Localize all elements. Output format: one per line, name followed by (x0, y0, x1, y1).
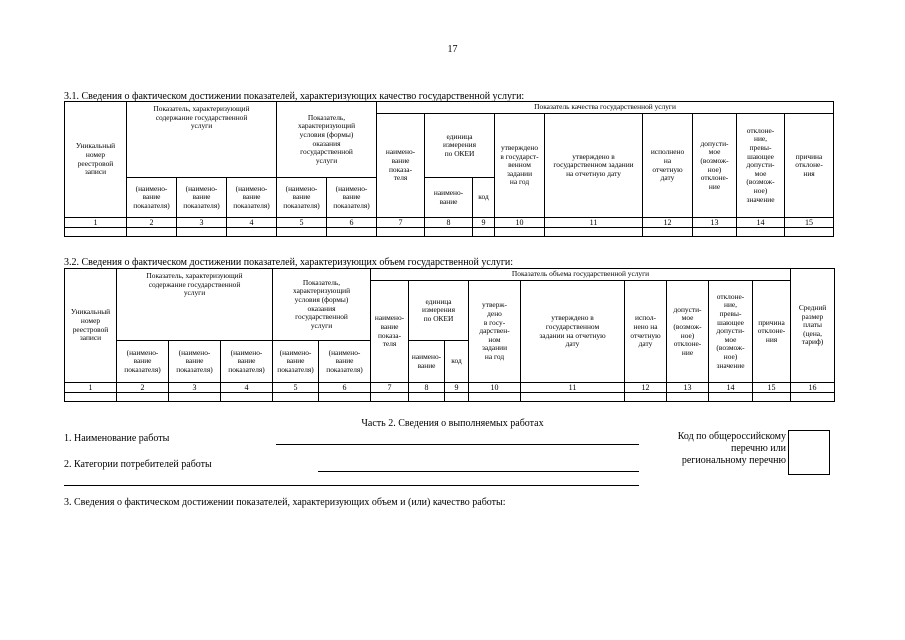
hdr-volume-indicator: Показатель объема государственной услуги (371, 269, 791, 281)
hdr-sub-name: (наимено- вание показателя) (177, 178, 227, 218)
hdr-unit-code: код (445, 341, 469, 383)
col-number: 5 (273, 383, 319, 393)
section-3-title: 3. Сведения о фактическом достижении показателей, характеризующих объем и (или) качество работы: (64, 497, 506, 508)
col-number: 12 (625, 383, 667, 393)
hdr-unique-number: Уникальный номер реестровой записи (65, 102, 127, 218)
hdr-unique-number: Уникальный номер реестровой записи (65, 269, 117, 383)
col-number: 10 (495, 218, 545, 228)
hdr-sub-name: (наимено- вание показателя) (277, 178, 327, 218)
col-number: 1 (65, 383, 117, 393)
hdr-indicator-name: наимено- вание показа- теля (377, 114, 425, 218)
hdr-allowed-deviation: допусти- мое (возмож- ное) отклоне- ние (693, 114, 737, 218)
part-2-title: Часть 2. Сведения о выполняемых работах (361, 418, 544, 429)
col-number: 7 (377, 218, 425, 228)
col-number: 9 (445, 383, 469, 393)
hdr-unit-name: наимено- вание (425, 178, 473, 218)
col-number: 1 (65, 218, 127, 228)
col-number: 9 (473, 218, 495, 228)
hdr-quality-indicator: Показатель качества государственной услуги (377, 102, 834, 114)
hdr-unit: единица измерения по ОКЕИ (409, 281, 469, 341)
hdr-approved-year: утверж- дено в госу- дарствен- ном задании на год (469, 281, 521, 383)
hdr-unit: единица измерения по ОКЕИ (425, 114, 495, 178)
hdr-exceeding-deviation: отклоне- ние, превы- шающее допусти- мое (возмож- ное) значение (709, 281, 753, 383)
code-label: Код по общероссийскому перечню или региональному перечню (677, 431, 786, 466)
col-number: 6 (327, 218, 377, 228)
section-3-2-title: 3.2. Сведения о фактическом достижении показателей, характеризующих объем государственной услуги: (64, 257, 514, 268)
hdr-sub-name: (наимено- вание показателя) (327, 178, 377, 218)
col-number: 15 (753, 383, 791, 393)
col-number: 13 (693, 218, 737, 228)
col-number: 4 (221, 383, 273, 393)
col-number: 13 (667, 383, 709, 393)
consumers-line (318, 471, 639, 472)
col-number: 12 (643, 218, 693, 228)
section-3-1-title: 3.1. Сведения о фактическом достижении показателей, характеризующих качество государственной услуги: (64, 91, 525, 102)
hdr-content-indicator: Показатель, характеризующий содержание государственной услуги (127, 102, 277, 178)
col-number: 7 (371, 383, 409, 393)
hdr-approved-date: утверждено в государственном задании на отчетную дату (521, 281, 625, 383)
col-number: 11 (521, 383, 625, 393)
hdr-conditions-indicator: Показатель, характеризующий условия (формы) оказания государственной услуги (277, 102, 377, 178)
hdr-executed: испол- нено на отчетную дату (625, 281, 667, 383)
col-number: 2 (117, 383, 169, 393)
col-number: 14 (709, 383, 753, 393)
hdr-reason: причина отклоне- ния (753, 281, 791, 383)
col-number: 11 (545, 218, 643, 228)
hdr-approved-year: утверждено в государст- венном задании на год (495, 114, 545, 218)
hdr-reason: причина отклоне- ния (785, 114, 834, 218)
work-name-line (276, 444, 639, 445)
volume-table (64, 268, 835, 402)
hdr-sub-name: (наимено- вание показателя) (127, 178, 177, 218)
hdr-conditions-indicator: Показатель, характеризующий условия (формы) оказания государственной услуги (273, 269, 371, 341)
hdr-sub-name: (наимено- вание показателя) (319, 341, 371, 383)
hdr-content-indicator: Показатель, характеризующий содержание государственной услуги (117, 269, 273, 341)
col-number: 3 (177, 218, 227, 228)
col-number: 2 (127, 218, 177, 228)
code-box (788, 430, 830, 475)
work-name-label: 1. Наименование работы (64, 433, 170, 444)
hdr-sub-name: (наимено- вание показателя) (221, 341, 273, 383)
table-row (65, 393, 835, 402)
hdr-unit-code: код (473, 178, 495, 218)
hdr-sub-name: (наимено- вание показателя) (169, 341, 221, 383)
hdr-sub-name: (наимено- вание показателя) (227, 178, 277, 218)
hdr-sub-name: (наимено- вание показателя) (117, 341, 169, 383)
hdr-unit-name: наимено- вание (409, 341, 445, 383)
hdr-indicator-name: наимено- вание показа- теля (371, 281, 409, 383)
hdr-exceeding-deviation: отклоне- ние, превы- шающее допусти- мое (возмож- ное) значение (737, 114, 785, 218)
consumers-label: 2. Категории потребителей работы (64, 459, 212, 470)
hdr-executed: исполнено на отчетную дату (643, 114, 693, 218)
hdr-sub-name: (наимено- вание показателя) (273, 341, 319, 383)
col-number: 16 (791, 383, 835, 393)
col-number: 3 (169, 383, 221, 393)
consumers-line-2 (64, 485, 639, 486)
hdr-approved-date: утверждено в государственном задании на отчетную дату (545, 114, 643, 218)
col-number: 15 (785, 218, 834, 228)
col-number: 14 (737, 218, 785, 228)
page-number: 17 (447, 44, 458, 55)
col-number: 6 (319, 383, 371, 393)
quality-table (64, 101, 834, 237)
hdr-avg-fee: Средний размер платы (цена, тариф) (791, 269, 835, 383)
col-number: 8 (425, 218, 473, 228)
col-number: 5 (277, 218, 327, 228)
col-number: 4 (227, 218, 277, 228)
table-row (65, 228, 834, 237)
col-number: 8 (409, 383, 445, 393)
col-number: 10 (469, 383, 521, 393)
hdr-allowed-deviation: допусти- мое (возмож- ное) отклоне- ние (667, 281, 709, 383)
